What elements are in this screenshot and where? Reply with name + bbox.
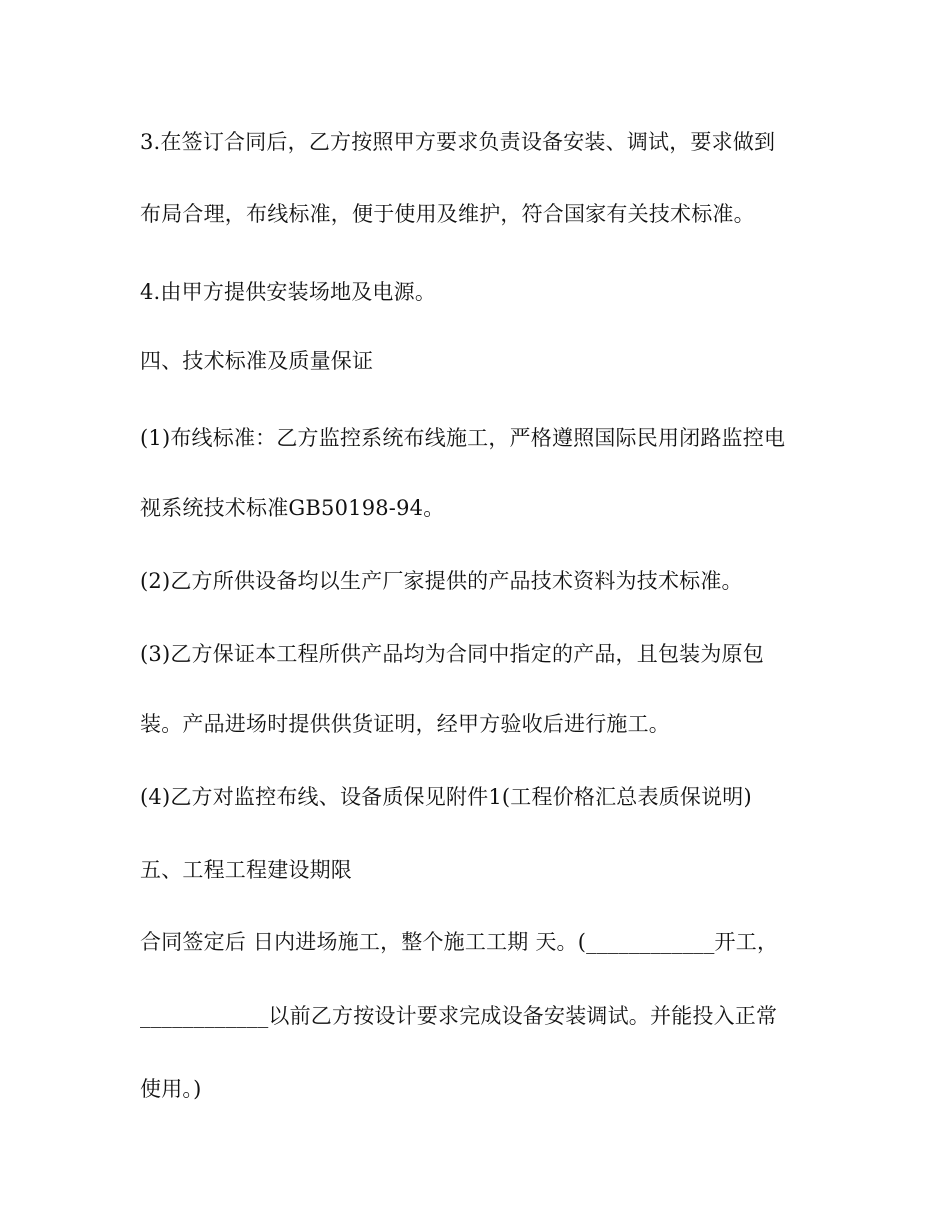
clause-3-installation-line-1: 3.在签订合同后，乙方按照甲方要求负责设备安装、调试，要求做到	[140, 130, 776, 154]
schedule-line-1: 合同签定后 日内进场施工，整个施工工期 天。(____________开工，	[140, 930, 779, 954]
item-1-wiring-standard-line-2: 视系统技术标准GB50198-94。	[140, 496, 445, 520]
clause-3-installation-line-2: 布局合理，布线标准，便于使用及维护，符合国家有关技术标准。	[140, 202, 755, 226]
item-3-product-guarantee-line-2: 装。产品进场时提供供货证明，经甲方验收后进行施工。	[140, 712, 670, 736]
section-4-heading: 四、技术标准及质量保证	[140, 349, 374, 373]
item-2-equipment-standard: (2)乙方所供设备均以生产厂家提供的产品技术资料为技术标准。	[140, 569, 743, 593]
schedule-line-2: ____________以前乙方按设计要求完成设备安装调试。并能投入正常	[140, 1004, 778, 1028]
item-3-product-guarantee-line-1: (3)乙方保证本工程所供产品均为合同中指定的产品，且包装为原包	[140, 642, 764, 666]
item-4-warranty: (4)乙方对监控布线、设备质保见附件1(工程价格汇总表质保说明)	[140, 785, 752, 809]
item-1-wiring-standard-line-1: (1)布线标准：乙方监控系统布线施工，严格遵照国际民用闭路监控电	[140, 426, 786, 450]
section-5-heading: 五、工程工程建设期限	[140, 858, 352, 882]
schedule-line-3: 使用。)	[140, 1077, 202, 1101]
clause-4-site-power: 4.由甲方提供安装场地及电源。	[140, 280, 437, 304]
